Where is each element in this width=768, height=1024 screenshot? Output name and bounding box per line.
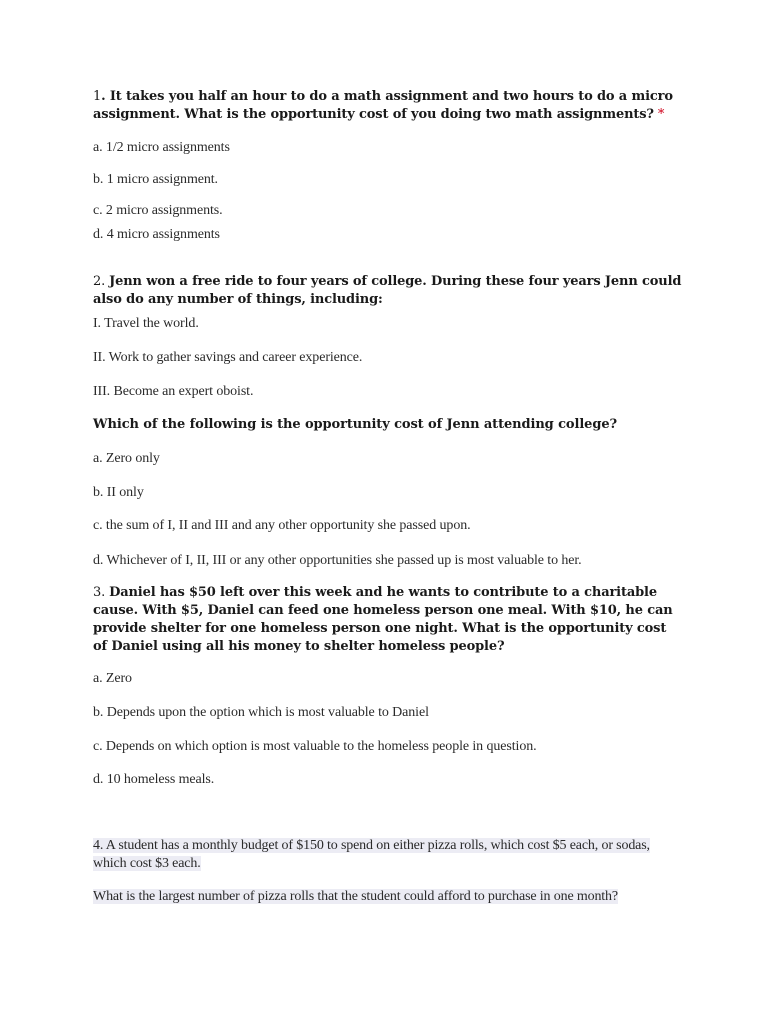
question-2-option-d: d. Whichever of I, II, III or any other opportunities she passed up is most valuable to her. [93,553,582,568]
question-1-option-b: b. 1 micro assignment. [93,172,218,187]
question-3-text [93,584,683,656]
question-1-option-a: a. 1/2 micro assignments [93,140,230,155]
question-3-option-d: d. 10 homeless meals. [93,772,215,787]
question-2-prompt: Which of the following is the opportunity cost of Jenn attending college? [93,417,618,432]
question-2-item-1: I. Travel the world. [93,316,199,331]
question-2-option-b: b. II only [93,485,144,500]
question-2-body: Jenn won a free ride to four years of college. During these four years Jenn could also do any number of things, including: [93,274,682,307]
question-4-prompt-text: What is the largest number of pizza rolls that the student could afford to purchase in one month? [93,889,618,904]
question-1-text [93,88,683,124]
question-4-prompt [93,888,653,906]
question-3-option-b: b. Depends upon the option which is most valuable to Daniel [93,705,429,720]
question-3-number: 3. [93,585,106,600]
question-2-text [93,273,683,309]
question-4-body: 4. A student has a monthly budget of $150 to spend on either pizza rolls, which cost $5 each, or sodas, which cost $3 each. [93,838,650,871]
question-1-body: . It takes you half an hour to do a math assignment and two hours to do a micro assignment. What is the opportunity cost of you doing two math assignments? [93,89,673,122]
question-2-option-c: c. the sum of I, II and III and any other opportunity she passed upon. [93,518,471,533]
question-1-number: 1 [93,89,102,104]
question-3-option-a: a. Zero [93,671,132,686]
question-3-body: Daniel has $50 left over this week and he wants to contribute to a charitable cause. With $5, Daniel can feed one homeless person one meal. With $10, he can provide shelter for one homeless person one night. What is the opportunity cost of Daniel using all his money to shelter homeless people? [93,585,673,654]
question-1-option-c: c. 2 micro assignments. [93,203,223,218]
question-2-option-a: a. Zero only [93,451,160,466]
question-2-number: 2. [93,274,106,289]
question-2-item-2: II. Work to gather savings and career experience. [93,350,363,365]
question-1-option-d: d. 4 micro assignments [93,227,220,242]
question-4-text [93,837,678,873]
question-3-option-c: c. Depends on which option is most valuable to the homeless people in question. [93,739,537,754]
required-mark: * [657,107,665,122]
question-2-item-3: III. Become an expert oboist. [93,384,254,399]
